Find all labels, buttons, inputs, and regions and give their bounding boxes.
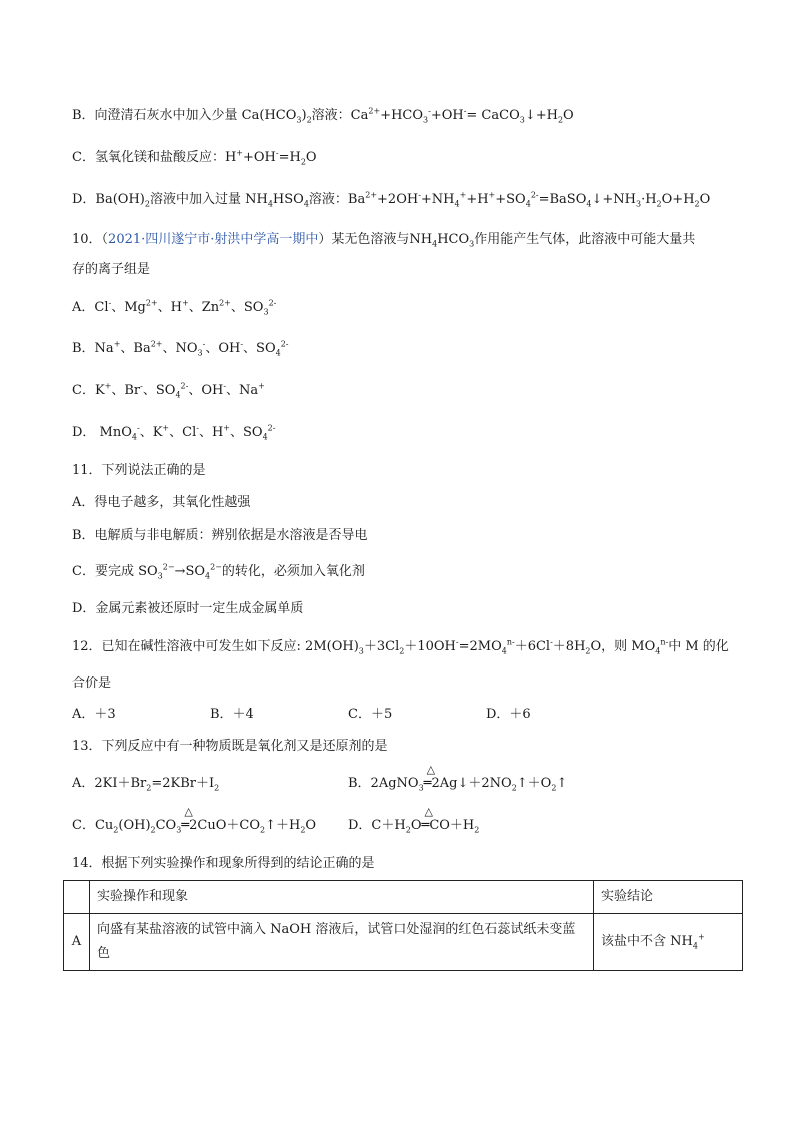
q12-stem-line2: 合价是 [72, 676, 112, 691]
experiment-table [63, 880, 743, 971]
q12-option-d: D．＋6 [486, 707, 531, 722]
q12-option-b: B．＋4 [210, 707, 254, 722]
row-operation: 向盛有某盐溶液的试管中滴入 NaOH 溶液后，试管口处湿润的红色石蕊试纸未变蓝色 [90, 914, 594, 971]
q9-option-b: B．向澄清石灰水中加入少量 $Ca(HCO_3)_2$溶液：$Ca^{2+}+HCO_3^-+OH^-=$ $CaCO_3↓+H_2O$ [72, 106, 574, 125]
q12-option-c: C．＋5 [348, 707, 393, 722]
q10-stem-line1: 10．（2021·四川遂宁市·射洪中学高一期中）某无色溶液与$NH_4HCO_3$作用能产生气体，此溶液中可能大量共 [72, 232, 696, 249]
q11-option-d: D．金属元素被还原时一定生成金属单质 [72, 601, 304, 616]
table-header-cell: 实验操作和现象 [90, 881, 594, 914]
heat-symbol: △ [424, 805, 433, 818]
q10-option-c: C．K+、Br-、$SO_4^{2-}$、OH-、Na+ [72, 381, 265, 400]
row-label: A [64, 914, 90, 971]
table-header-cell: 实验结论 [594, 881, 743, 914]
heat-symbol: △ [184, 805, 193, 818]
q12-options [72, 706, 531, 724]
q11-stem: 11．下列说法正确的是 [72, 463, 206, 478]
table-row [64, 914, 743, 971]
q9-option-d: D．$Ba(OH)_2$溶液中加入过量 $NH_4HSO_4$溶液：$Ba^{2+}+2OH^-+NH_4^++H^++SO_4^{2-}=BaSO_4↓+NH_3\cdot H_2O+H_2O$ [72, 190, 711, 209]
q14-stem: 14．根据下列实验操作和现象所得到的结论正确的是 [72, 856, 375, 871]
q10-source: 2021·四川遂宁市·射洪中学高一期中 [108, 232, 319, 247]
table-header-row [64, 881, 743, 914]
q11-option-c: C．要完成 $SO_3^{2-}\to SO_4^{2-}$的转化，必须加入氧化剂 [72, 562, 365, 581]
q11-option-b: B．电解质与非电解质：辨别依据是水溶液是否导电 [72, 528, 368, 543]
q13-option-a: A．$2KI+Br_2=2KBr+I_2$ [72, 776, 220, 793]
q9-option-c: C．氢氧化镁和盐酸反应：$H^++OH^-=H_2O$ [72, 148, 317, 167]
q13-option-d: D．$C+H_2O$ △ $═CO+H_2$ [348, 805, 480, 835]
row-conclusion: 该盐中不含 $NH_4^+$ [594, 914, 743, 971]
q10-stem-line2: 存的离子组是 [72, 262, 151, 277]
q13-option-c: C．$Cu_2(OH)_2CO_3$ △ $═2CuO+CO_2↑+H_2O$ [72, 805, 317, 835]
heat-symbol: △ [426, 763, 436, 776]
q11-option-a: A．得电子越多，其氧化性越强 [72, 495, 251, 510]
q13-stem: 13．下列反应中有一种物质既是氧化剂又是还原剂的是 [72, 739, 388, 754]
q13-option-b: B．2AgNO$_3$ △ $═2Ag↓+2NO_2↑+O_2↑$ [348, 763, 568, 793]
q12-option-a: A．＋3 [72, 707, 116, 722]
q10-option-d: D． MnO$_4$-、K+、Cl-、H+、$SO_4^{2-}$ [72, 423, 276, 442]
q12-stem-line1: 12．已知在碱性溶液中可发生如下反应: $2M(OH)_3+3Cl_2+10OH^-=2MO_4^{n-}+6Cl^-+8H_2O$，则 $MO_4^{n-}$中 M 的化 [72, 637, 729, 656]
table-header-cell [64, 881, 90, 914]
q10-option-b: B．Na+、$Ba^{2+}$、$NO_3^-$、OH-、$SO_4^{2-}$ [72, 339, 289, 358]
q10-option-a: A．Cl-、$Mg^{2+}$、H+、$Zn^{2+}$、$SO_3^{2-}$ [72, 298, 277, 317]
